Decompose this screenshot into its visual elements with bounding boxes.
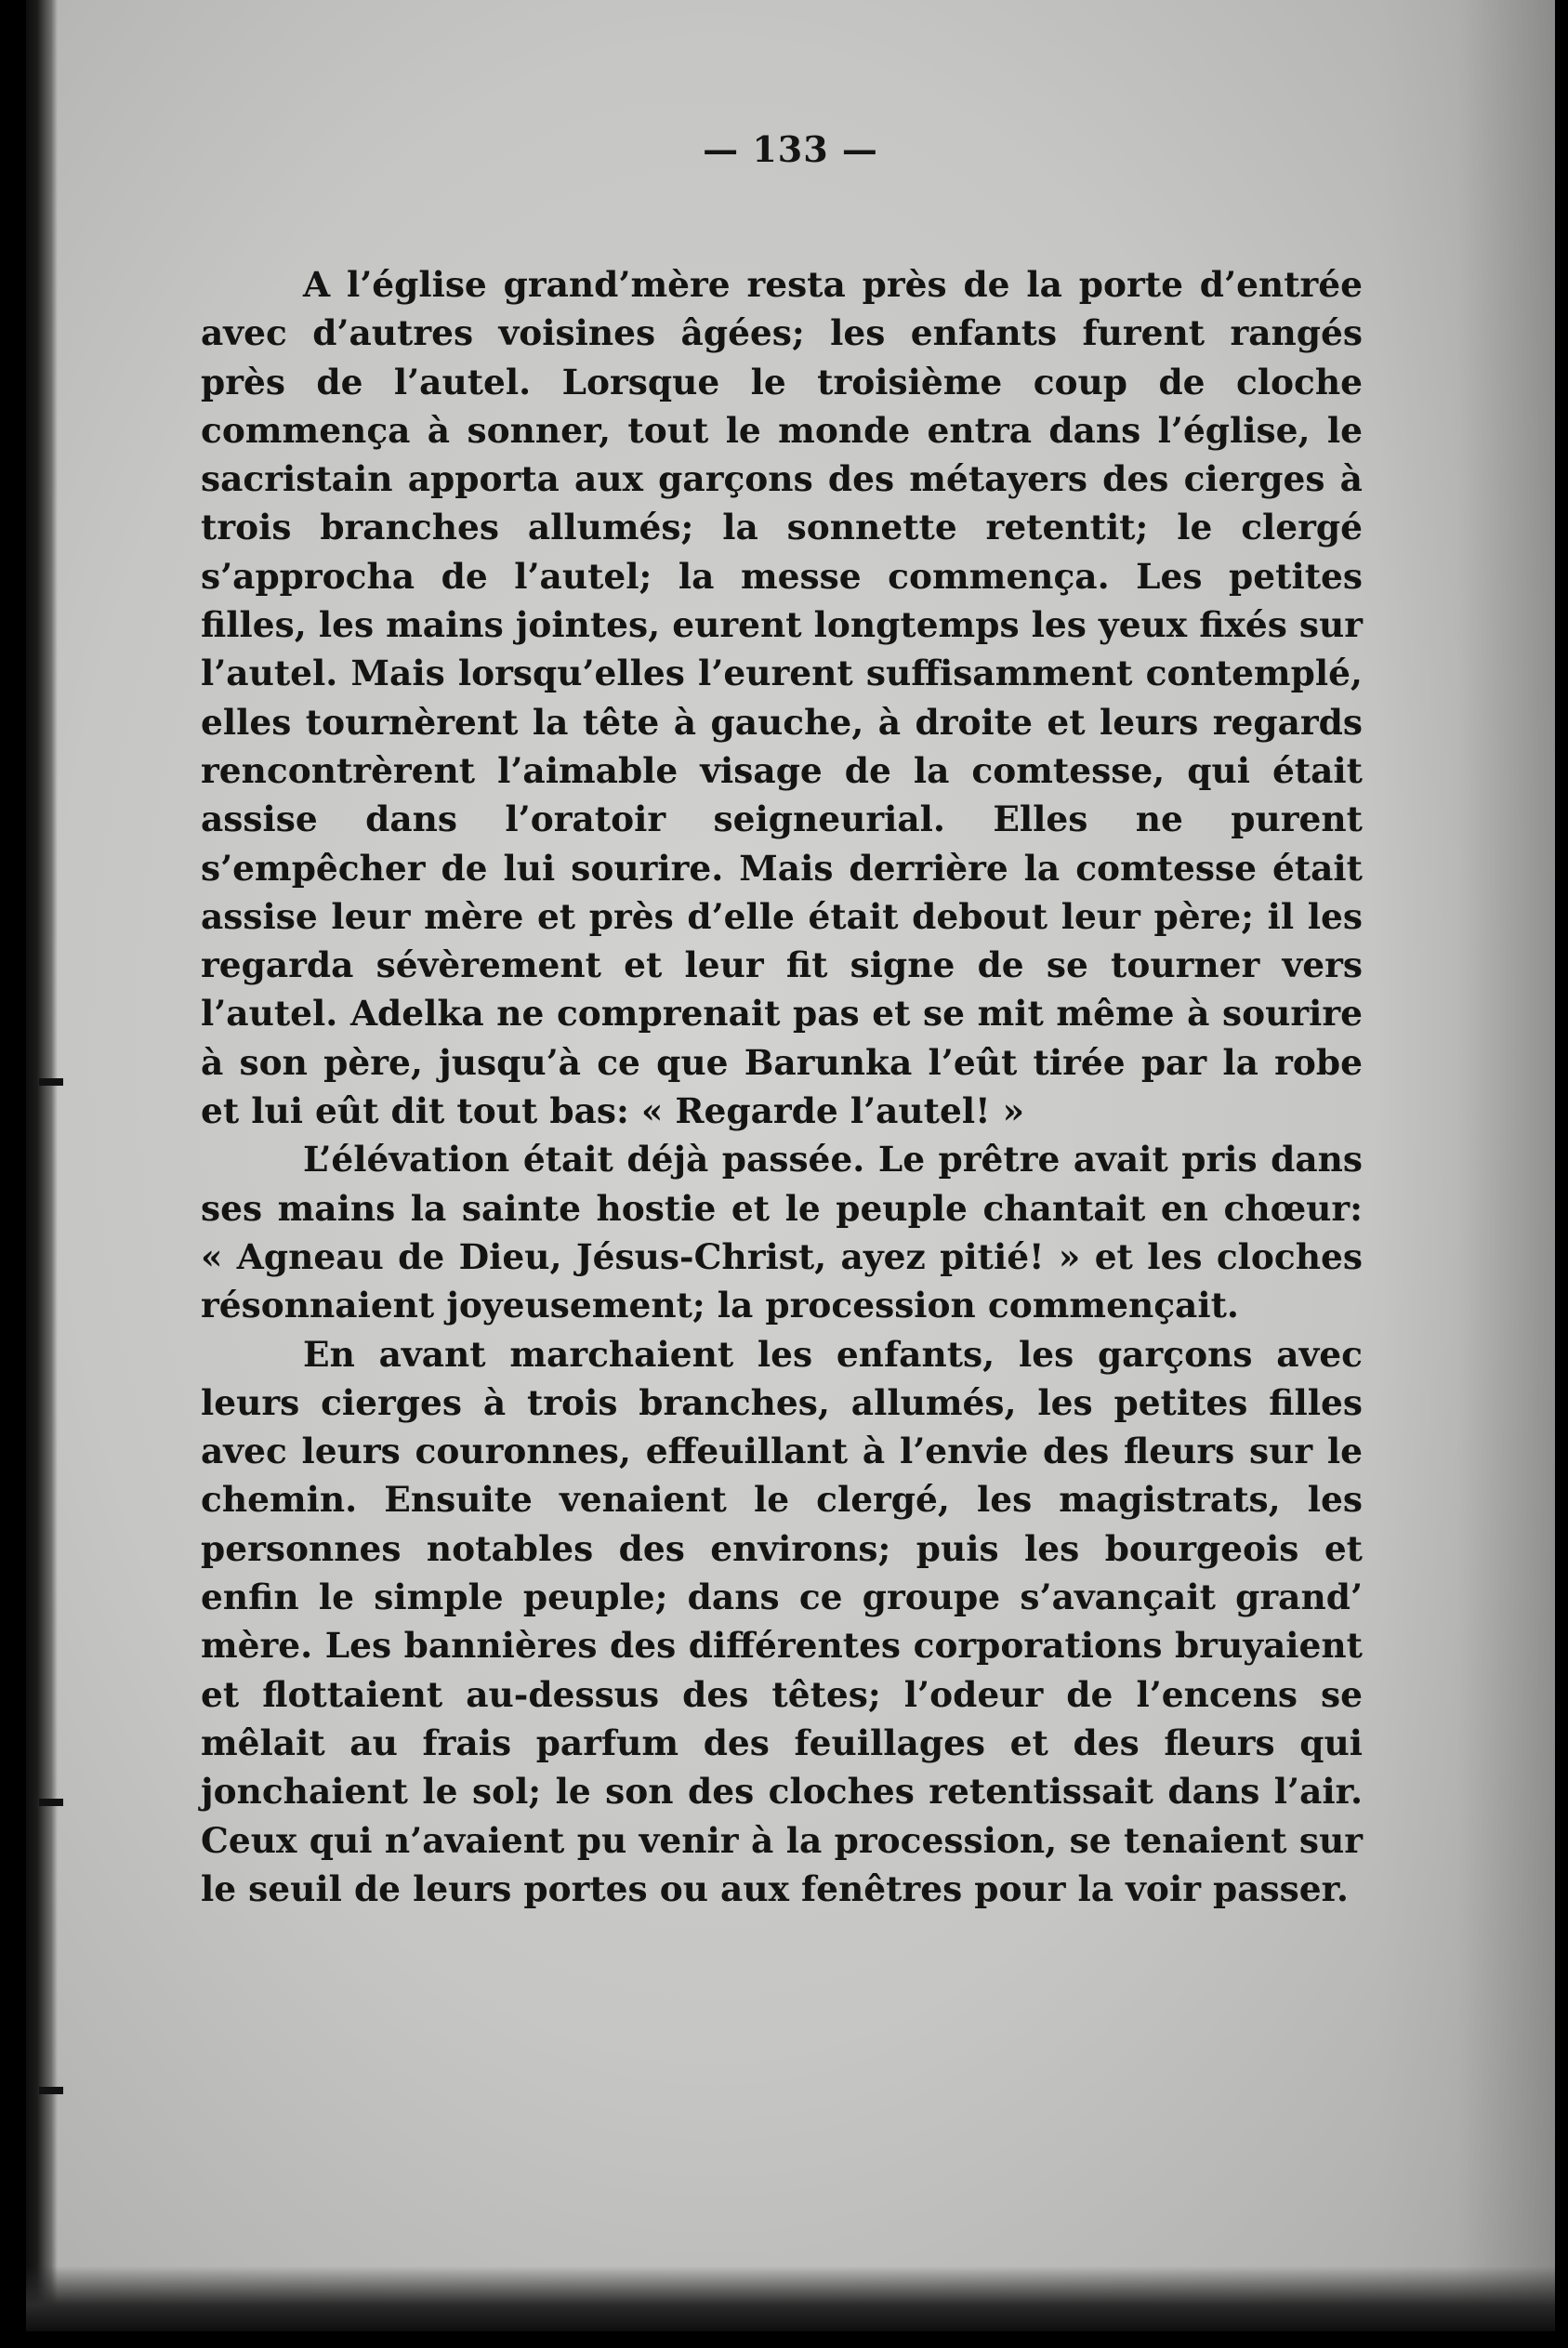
page-edge-shade <box>1378 0 1555 2331</box>
scanned-page <box>26 0 1555 2331</box>
paragraph: A l’église grand’mère resta près de la porte d’entrée avec d’autres voisines âgées; les enfants furent rangés près de l’autel. Lorsque le troisième coup de cloche commença à sonner, tout le monde entra dans l’église, le sacristain apporta aux garçons des métayers des cierges à trois branches allumés; la sonnette retentit; le clergé s’approcha de l’autel; la messe commença. Les petites filles, les mains jointes, eurent longtemps les yeux fixés sur l’autel. Mais lorsqu’elles l’eurent suffisamment contemplé, elles tournèrent la tête à gauche, à droite et leurs regards rencontrèrent l’aimable visage de la comtesse, qui était assise dans l’oratoir seigneurial. Elles ne purent s’empêcher de lui sourire. Mais derrière la comtesse était assise leur mère et près d’elle était debout leur père; il les regarda sévèrement et leur fit signe de se tourner vers l’autel. Adelka ne comprenait pas et se mit même à sourire à son père, jusqu’à ce que Barunka l’eût tirée par la robe et lui eût dit tout bas: « Regarde l’autel! » <box>201 264 1364 1132</box>
spine-mark <box>39 2087 63 2094</box>
book-spine-shadow <box>26 0 58 2331</box>
body-text <box>201 260 1363 1913</box>
spine-mark <box>39 1799 63 1806</box>
spine-mark <box>39 1078 63 1086</box>
page-bottom-edge <box>26 2266 1555 2331</box>
page-number: — 133 — <box>703 128 878 170</box>
paragraph: L’élévation était déjà passée. Le prêtre avait pris dans ses mains la sainte hostie et le peuple chantait en chœur: « Agneau de Dieu, Jésus-Christ, ayez pitié! » et les cloches résonnaient joyeusement; la procession commençait. <box>201 1139 1363 1326</box>
paragraph: En avant marchaient les enfants, les garçons avec leurs cierges à trois branches, allumés, les petites filles avec leurs couronnes, effeuillant à l’envie des fleurs sur le chemin. Ensuite venaient le clergé, les magistrats, les personnes notables des environs; puis les bourgeois et enfin le simple peuple; dans ce groupe s’avançait grand’ mère. Les bannières des différentes corporations bruyaient et flottaient au-dessus des têtes; l’odeur de l’encens se mêlait au frais parfum des feuillages et des fleurs qui jonchaient le sol; le son des cloches retentissait dans l’air. Ceux qui n’avaient pu venir à la procession, se tenaient sur le seuil de leurs portes ou aux fenêtres pour la voir passer. <box>201 1333 1363 1909</box>
